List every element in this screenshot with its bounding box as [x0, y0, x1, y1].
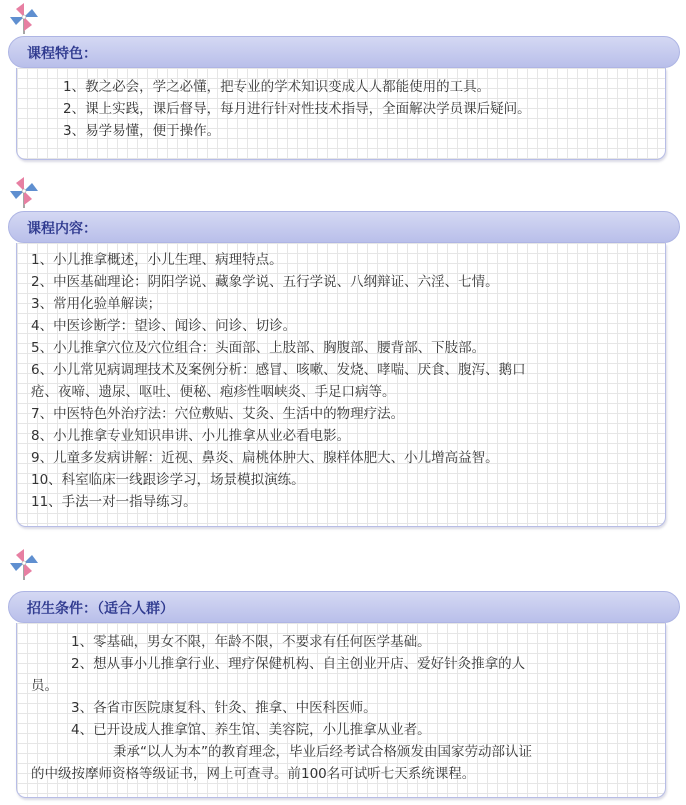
list-item: 3、常用化验单解读；	[31, 296, 162, 312]
list-item: 2、中医基础理论：阴阳学说、藏象学说、五行学说、八纲辩证、六淫、七情。	[31, 274, 499, 290]
section-header	[8, 36, 680, 68]
list-item: 3、易学易懂，便于操作。	[63, 123, 221, 139]
list-item: 2、想从事小儿推拿行业、理疗保健机构、自主创业开店、爱好针灸推拿的人	[71, 656, 526, 672]
section-content	[16, 68, 666, 160]
list-item: 2、课上实践，课后督导，每月进行针对性技术指导，全面解决学员课后疑问。	[63, 101, 531, 117]
list-item: 4、中医诊断学：望诊、闻诊、问诊、切诊。	[31, 318, 297, 334]
pinwheel-icon	[8, 546, 42, 580]
pinwheel-icon	[8, 174, 42, 208]
section-content	[16, 243, 666, 527]
section-title: 课程内容：	[27, 221, 97, 237]
section-header	[8, 211, 680, 243]
list-item: 员。	[31, 678, 58, 694]
list-item: 7、中医特色外治疗法：穴位敷贴、艾灸、生活中的物理疗法。	[31, 406, 405, 422]
list-item: 疮、夜啼、遗尿、呕吐、便秘、疱疹性咽峡炎、手足口病等。	[31, 384, 396, 400]
list-item: 11、手法一对一指导练习。	[31, 494, 197, 510]
list-item: 1、小儿推拿概述，小儿生理、病理特点。	[31, 252, 283, 268]
list-item: 6、小儿常见病调理技术及案例分析：感冒、咳嗽、发烧、哮喘、厌食、腹泻、鹅口	[31, 362, 526, 378]
list-item: 4、已开设成人推拿馆、养生馆、美容院，小儿推拿从业者。	[71, 722, 431, 738]
paragraph-line: 秉承“以人为本”的教育理念，毕业后经考试合格颁发由国家劳动部认证	[113, 744, 532, 760]
section-content	[16, 623, 666, 798]
list-item: 8、小儿推拿专业知识串讲、小儿推拿从业必看电影。	[31, 428, 351, 444]
list-item: 5、小儿推拿穴位及穴位组合：头面部、上肢部、胸腹部、腰背部、下肢部。	[31, 340, 486, 356]
list-item: 1、教之必会，学之必懂，把专业的学术知识变成人人都能使用的工具。	[63, 79, 491, 95]
paragraph-line: 的中级按摩师资格等级证书，网上可查寻。前100名可试听七天系统课程。	[31, 766, 476, 782]
list-item: 10、科室临床一线跟诊学习，场景模拟演练。	[31, 472, 305, 488]
section-title: 招生条件：（适合人群）	[27, 601, 174, 617]
list-item: 1、零基础，男女不限，年龄不限，不要求有任何医学基础。	[71, 634, 431, 650]
list-item: 9、儿童多发病讲解：近视、鼻炎、扁桃体肿大、腺样体肥大、小儿增高益智。	[31, 450, 499, 466]
section-header	[8, 591, 680, 623]
section-title: 课程特色：	[27, 46, 97, 62]
list-item: 3、各省市医院康复科、针灸、推拿、中医科医师。	[71, 700, 377, 716]
pinwheel-icon	[8, 0, 42, 34]
